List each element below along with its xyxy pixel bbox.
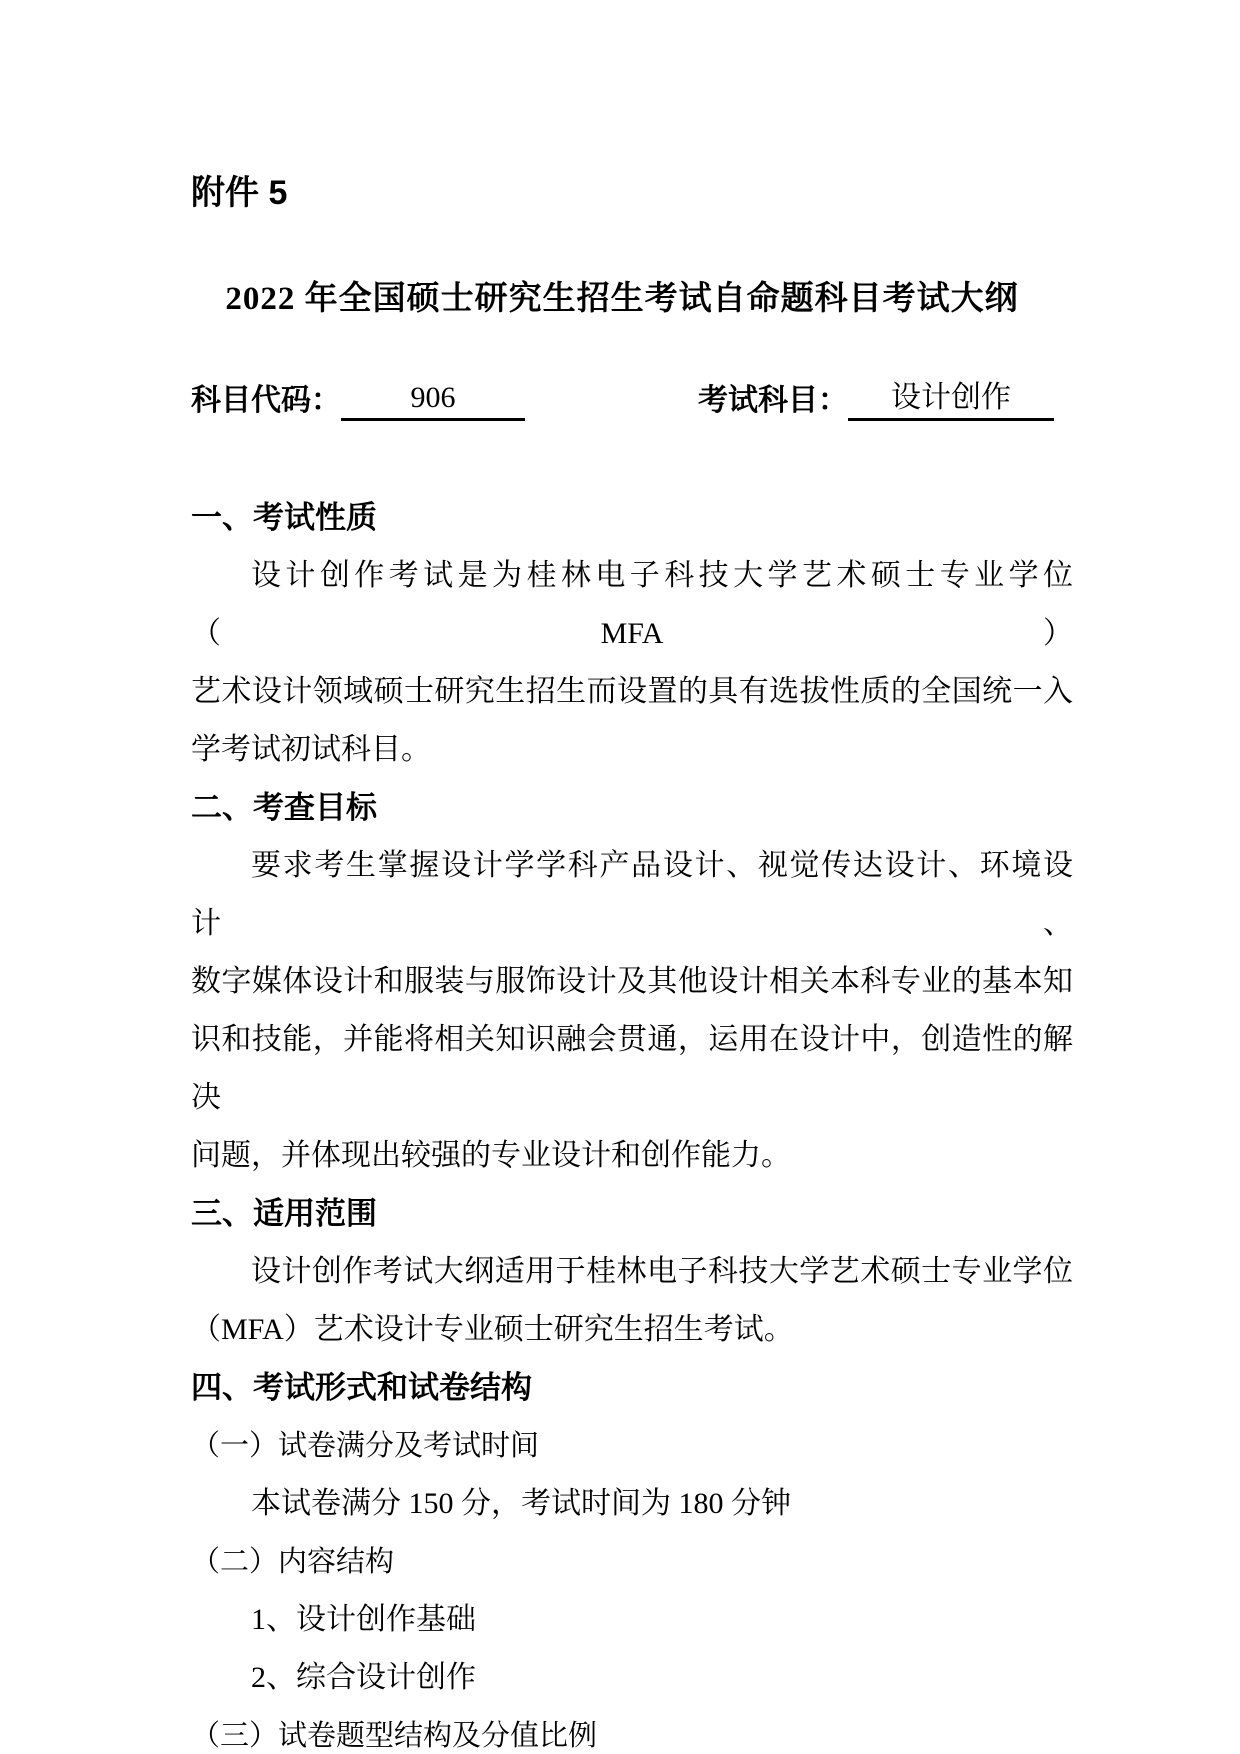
attachment-label: 附件 5 (191, 174, 288, 212)
body-line: 数字媒体设计和服装与服饰设计及其他设计相关本科专业的基本知 (191, 965, 1073, 998)
subsection-3-heading: （三）试卷题型结构及分值比例 (191, 1720, 598, 1752)
section-3-heading: 三、适用范围 (191, 1196, 377, 1231)
exam-subject-value: 设计创作 (848, 378, 1054, 421)
body-line: 艺术设计领域硕士研究生招生而设置的具有选拔性质的全国统一入 (191, 675, 1073, 708)
body-line: 本试卷满分 150 分，考试时间为 180 分钟 (251, 1487, 791, 1520)
body-line: 设计创作考试大纲适用于桂林电子科技大学艺术硕士专业学位 (251, 1255, 1073, 1288)
body-line: 设计创作考试是为桂林电子科技大学艺术硕士专业学位（MFA） (191, 559, 1073, 650)
subject-code-label: 科目代码： (191, 384, 341, 417)
body-line: 识和技能，并能将相关知识融会贯通，运用在设计中，创造性的解决 (191, 1023, 1073, 1114)
document-title: 2022 年全国硕士研究生招生考试自命题科目考试大纲 (225, 281, 1019, 317)
subsection-2-heading: （二）内容结构 (191, 1546, 395, 1578)
body-line: 问题，并体现出较强的专业设计和创作能力。 (191, 1139, 791, 1172)
section-4-heading: 四、考试形式和试卷结构 (191, 1370, 532, 1405)
body-line: 要求考生掌握设计学学科产品设计、视觉传达设计、环境设计、 (191, 849, 1073, 940)
section-1-heading: 一、考试性质 (191, 500, 377, 535)
document-body (191, 489, 1073, 1754)
subsection-1-heading: （一）试卷满分及考试时间 (191, 1430, 540, 1462)
list-item: 2、综合设计创作 (251, 1661, 476, 1694)
exam-subject-label: 考试科目： (698, 384, 848, 417)
section-2-heading: 二、考查目标 (191, 790, 377, 825)
subject-info-row (191, 378, 1073, 421)
body-line: 学考试初试科目。 (191, 733, 431, 766)
list-item: 1、设计创作基础 (251, 1603, 476, 1636)
body-line: （MFA）艺术设计专业硕士研究生招生考试。 (191, 1313, 794, 1346)
subject-code-value: 906 (341, 378, 525, 421)
